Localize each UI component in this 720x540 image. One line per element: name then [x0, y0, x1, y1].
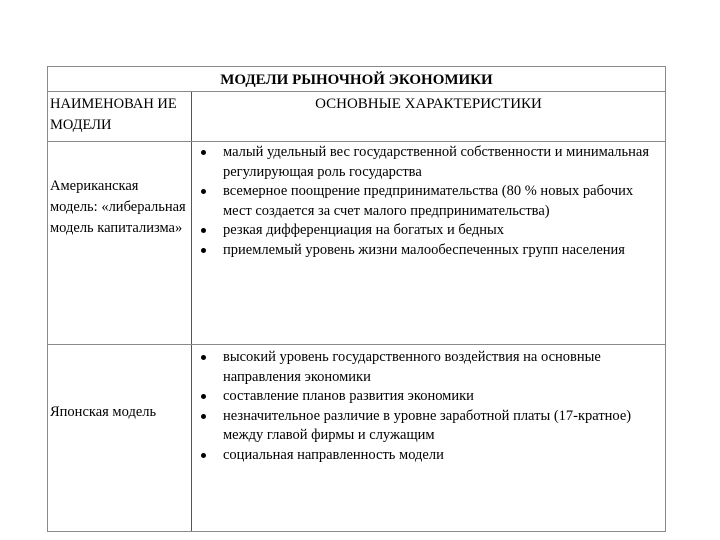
table-header-row: [48, 92, 666, 142]
list-item: [192, 407, 665, 446]
bullet-icon: [201, 453, 206, 458]
list-item: [192, 387, 665, 407]
list-item-text: социальная направленность модели: [223, 446, 444, 463]
column-header-model-name: НАИМЕНОВАН ИЕ МОДЕЛИ: [48, 92, 192, 142]
list-item-text: всемерное поощрение предпринимательства (80 % новых рабочих мест создается за счет малого предпринимательства): [223, 183, 634, 219]
list-item: [192, 143, 665, 182]
list-item-text: малый удельный вес государственной собственности и минимальная регулирующая роль государства: [223, 144, 649, 180]
bullet-icon: [201, 248, 206, 253]
model-name-japanese: Японская модель: [48, 345, 192, 532]
list-item-text: резкая дифференциация на богатых и бедных: [223, 222, 504, 238]
table-row: [48, 142, 666, 345]
model-name-american: Американская модель: «либеральная модель капитализма»: [48, 142, 192, 345]
list-item: [192, 182, 665, 221]
list-item: [192, 221, 665, 241]
bullet-icon: [201, 150, 206, 155]
list-item-text: приемлемый уровень жизни малообеспеченных групп населения: [223, 241, 625, 258]
bullet-icon: [201, 414, 206, 419]
table-row: [48, 345, 666, 532]
column-header-characteristics: ОСНОВНЫЕ ХАРАКТЕРИСТИКИ: [192, 92, 666, 142]
characteristics-list-american: [192, 142, 665, 260]
list-item-text: незначительное различие в уровне заработной платы (17-кратное) между главой фирмы и служащим: [223, 407, 632, 443]
table-title-row: [48, 67, 666, 92]
bullet-icon: [201, 228, 206, 233]
characteristics-list-japanese: [192, 345, 665, 465]
list-item: [192, 348, 665, 387]
list-item: [192, 446, 665, 466]
list-item: [192, 241, 665, 261]
bullet-icon: [201, 394, 206, 399]
list-item-text: высокий уровень государственного воздействия на основные направления экономики: [223, 349, 601, 385]
table-title: МОДЕЛИ РЫНОЧНОЙ ЭКОНОМИКИ: [220, 71, 493, 88]
table-title-cell: [48, 67, 666, 92]
characteristics-cell-american: [192, 142, 666, 345]
market-economy-models-table: [47, 66, 666, 532]
bullet-icon: [201, 189, 206, 194]
list-item-text: составление планов развития экономики: [223, 388, 474, 404]
bullet-icon: [201, 355, 206, 360]
characteristics-cell-japanese: [192, 345, 666, 532]
